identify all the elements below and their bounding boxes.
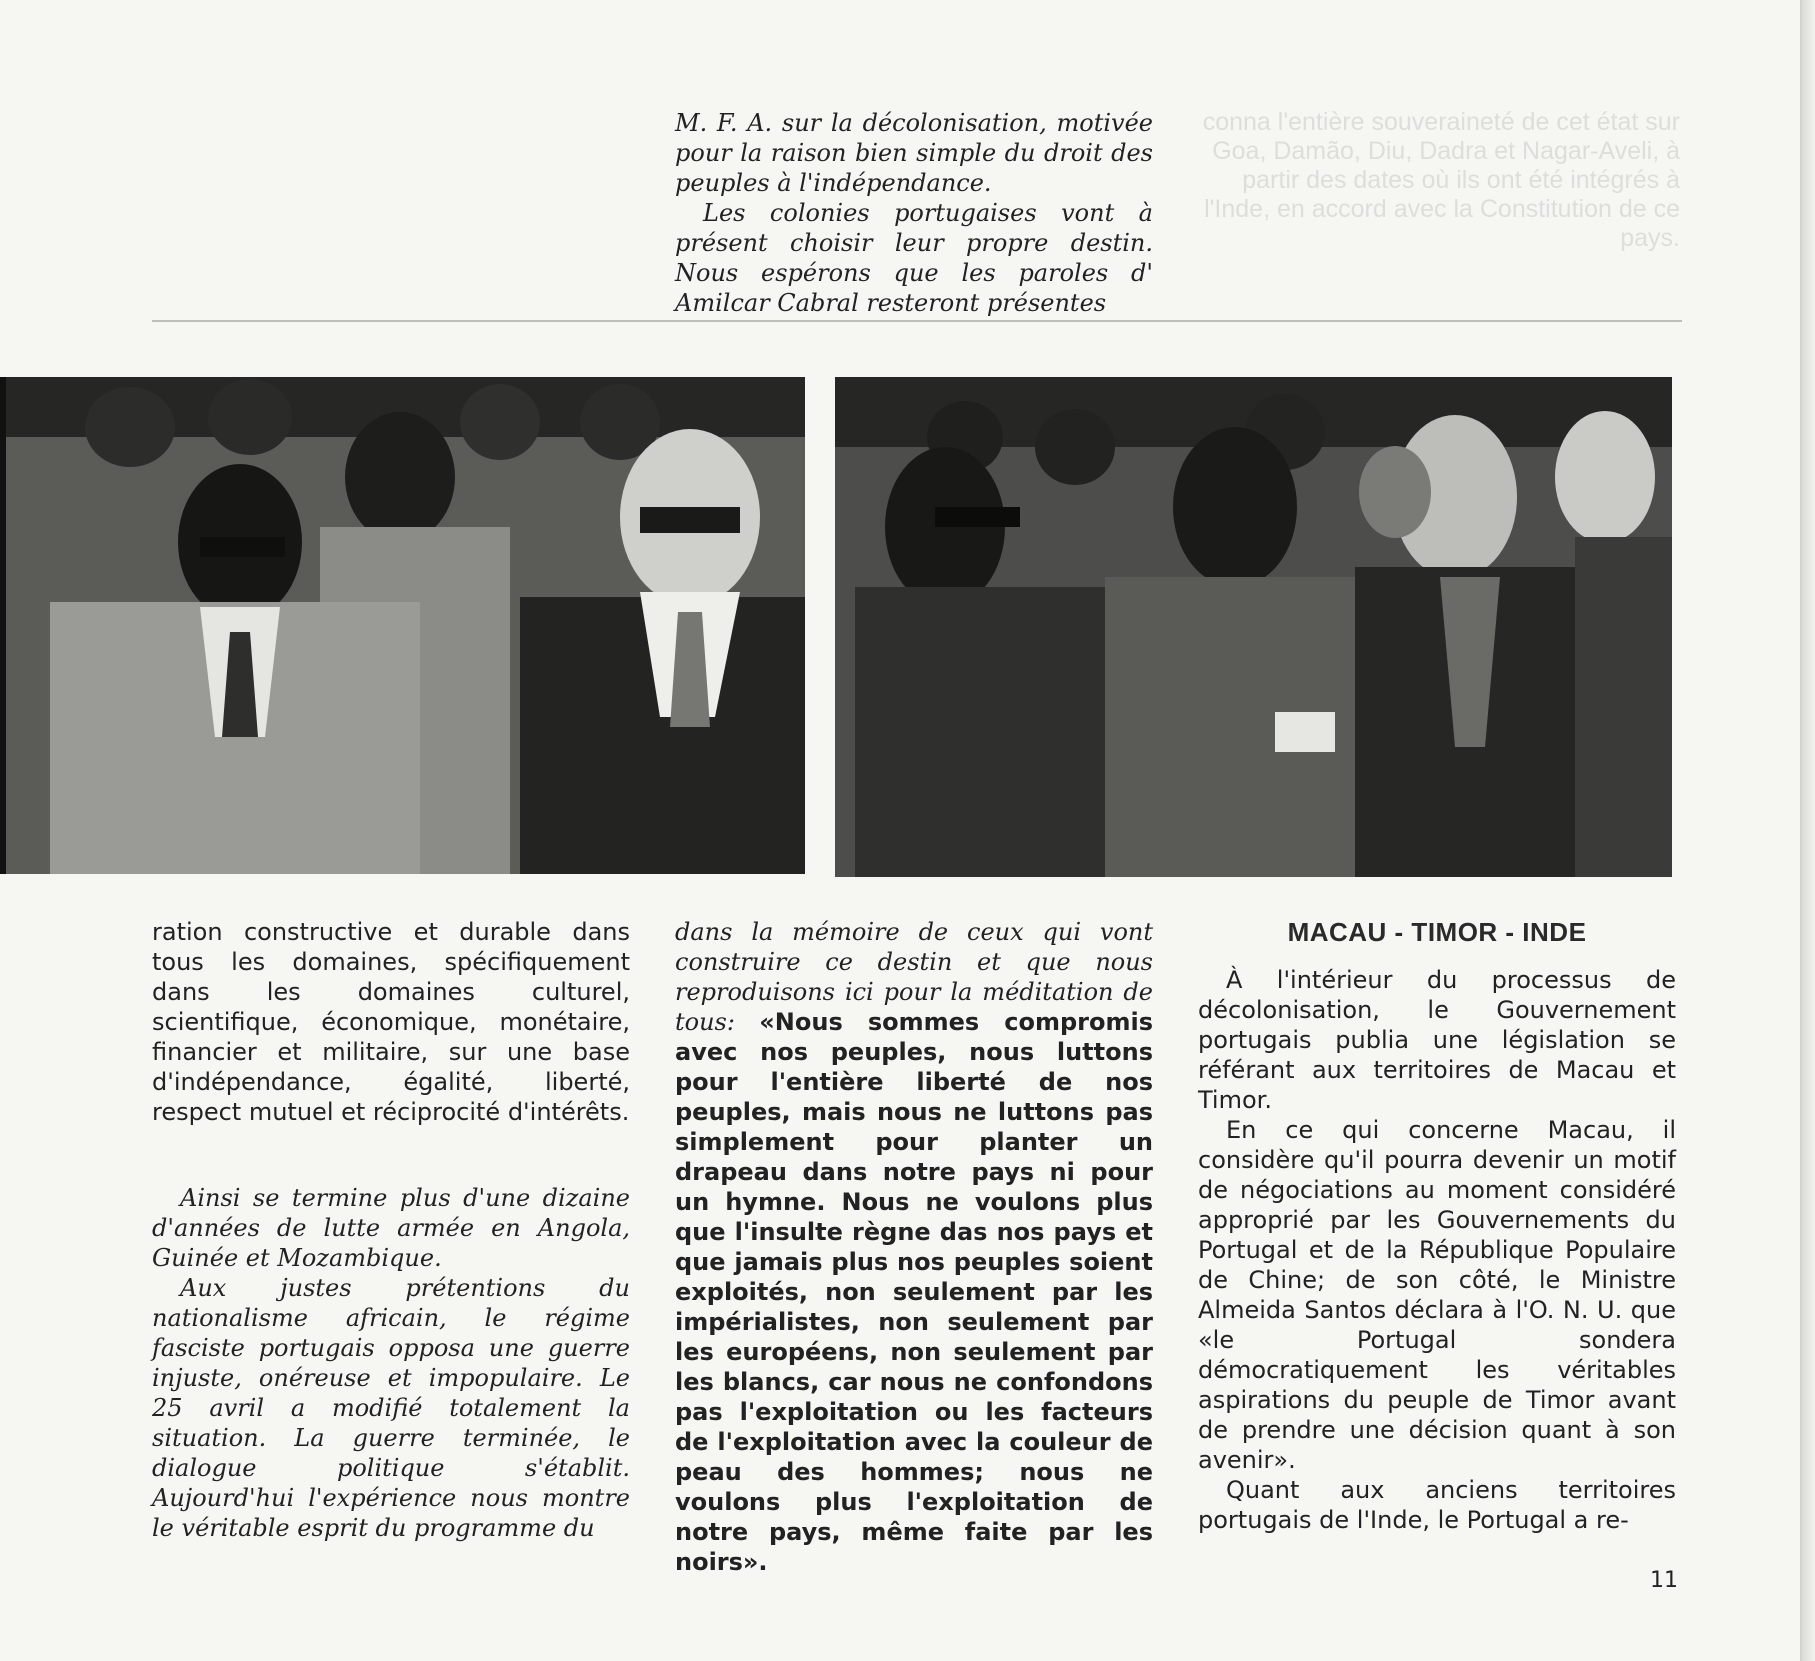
column-middle bbox=[675, 917, 1153, 1577]
page-edge bbox=[1802, 0, 1815, 1661]
bleed-through-text: conna l'entière souveraineté de cet état sur Goa, Damão, Diu, Dadra et Nagar-Aveli, à partir des dates où ils ont été intégrés à l'Inde, en accord avec la Constitution de ce pays. bbox=[1202, 108, 1680, 252]
top-italic-text bbox=[675, 108, 1153, 318]
photo-image bbox=[0, 377, 805, 874]
body-paragraph: En ce qui concerne Macau, il considère qu'il pourra devenir un motif de négociations au moment considéré approprié par les Gouvernements du Portugal et de la République Populaire de Chine; de son côté, le Ministre Almeida Santos déclara à l'O. N. U. que «le Portugal sondera démocratiquement les véritables aspirations du peuple de Timor avant de prendre une décision quant à son avenir». bbox=[1198, 1116, 1676, 1474]
column-left-italic bbox=[152, 1183, 630, 1543]
column-left-upright bbox=[152, 917, 630, 1127]
body-paragraph: Ainsi se termine plus d'une dizaine d'années de lutte armée en Angola, Guinée et Mozambique. bbox=[152, 1184, 630, 1272]
photo-delegates-right bbox=[835, 377, 1672, 877]
horizontal-rule bbox=[152, 320, 1682, 322]
top-paragraph: Les colonies portugaises vont à présent choisir leur propre destin. Nous espérons que les paroles d' Amilcar Cabral resteront présentes bbox=[675, 199, 1153, 317]
photo-image bbox=[835, 377, 1672, 877]
body-paragraph: Aux justes prétentions du nationalisme africain, le régime fasciste portugais opposa une guerre injuste, onéreuse et impopulaire. Le 25 avril a modifié totalement la situation. La guerre terminée, le dialogue politique s'établit. Aujourd'hui l'expérience nous montre le véritable esprit du programme du bbox=[152, 1274, 630, 1542]
top-paragraph: M. F. A. sur la décolonisation, motivée pour la raison bien simple du droit des peuples à l'indépendance. bbox=[675, 109, 1153, 197]
page-number: 11 bbox=[1650, 1568, 1678, 1593]
body-paragraph: À l'intérieur du processus de décolonisation, le Gouvernement portugais publia une législation se référant aux territoires de Macau et Timor. bbox=[1198, 966, 1676, 1114]
photo-delegates-left bbox=[0, 377, 805, 874]
quote-lead: dans la mémoire de ceux qui vont construire ce destin et que nous reproduisons ici pour la méditation de tous: bbox=[675, 918, 1153, 1036]
cabral-quote: «Nous sommes compromis avec nos peuples, nous luttons pour l'entière liberté de nos peuples, mais nous ne luttons pas simplement pour planter un drapeau dans notre pays ni pour un hymne. Nous ne voulons plus que l'insulte règne das nos pays et que jamais plus nos peuples soient exploités, non seulement par les impérialistes, non seulement par les européens, non seulement par les blancs, car nous ne confondons pas l'exploitation ou les facteurs de l'exploitation avec la couleur de peau des hommes; nous ne voulons plus l'exploitation de notre pays, même faite par les noirs». bbox=[675, 1008, 1153, 1576]
column-right bbox=[1198, 917, 1676, 1535]
body-paragraph: ration constructive et durable dans tous les domaines, spécifiquement dans les domaines culturel, scientifique, économique, monétaire, financier et militaire, sur une base d'indépendance, égalité, liberté, respect mutuel et réciprocité d'intérêts. bbox=[152, 918, 630, 1126]
cabral-quote-paragraph bbox=[675, 917, 1153, 1577]
body-paragraph: Quant aux anciens territoires portugais de l'Inde, le Portugal a re- bbox=[1198, 1476, 1676, 1534]
section-heading: MACAU - TIMOR - INDE bbox=[1287, 917, 1587, 947]
